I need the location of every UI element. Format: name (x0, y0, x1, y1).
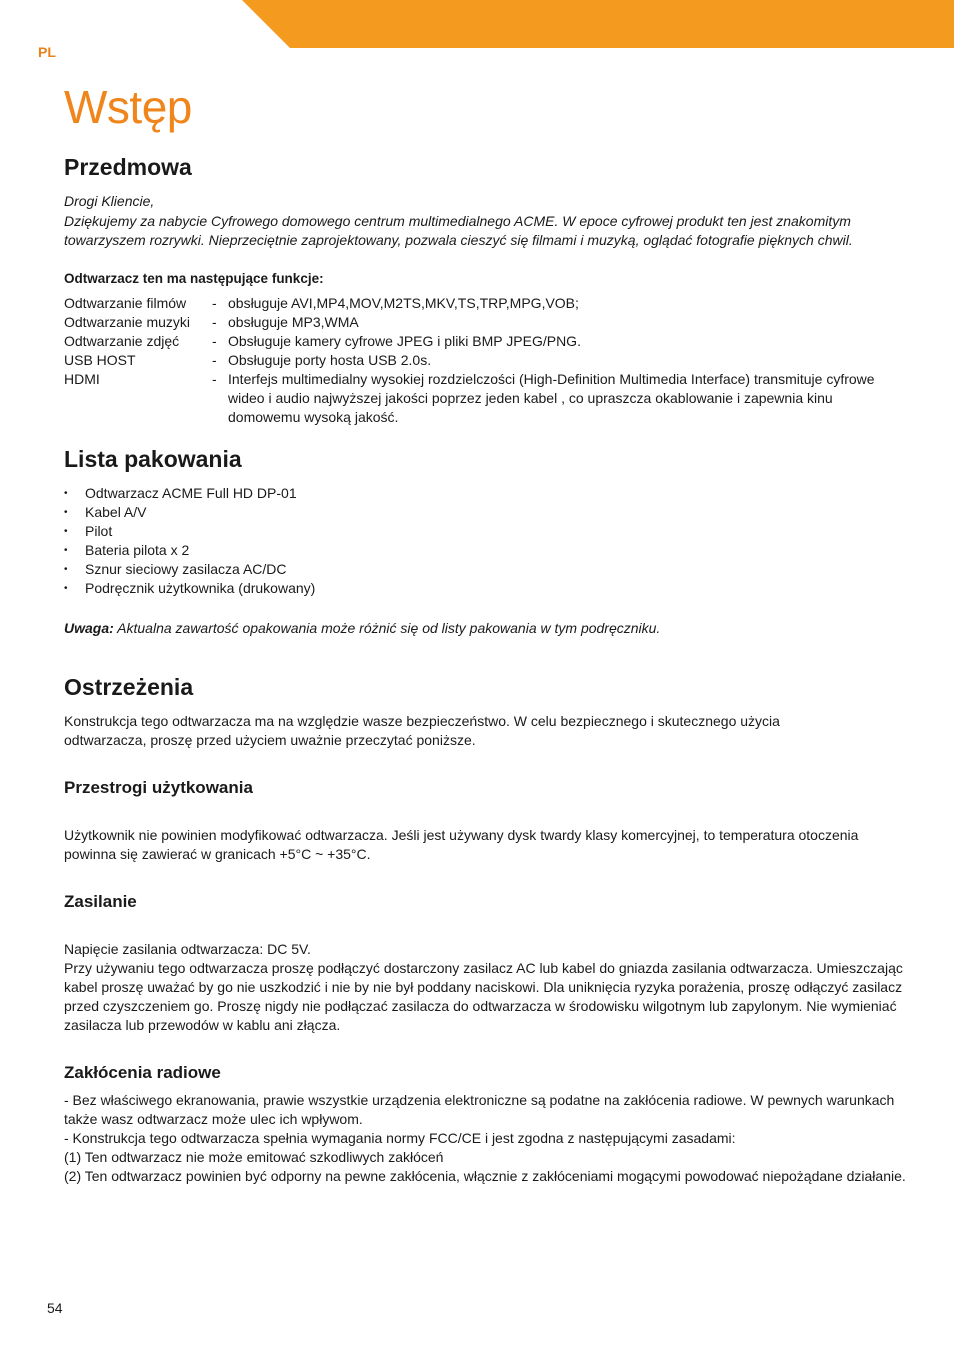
feature-row (64, 313, 906, 332)
subheading-zasilanie: Zasilanie (64, 892, 137, 911)
list-item (64, 503, 315, 522)
feature-row (64, 332, 906, 351)
list-item-label: Kabel A/V (85, 504, 147, 520)
greeting: Drogi Kliencie, (64, 193, 155, 209)
feature-row (64, 351, 906, 370)
page-title: Wstęp (64, 81, 192, 133)
zaklocenia-text (64, 1091, 906, 1186)
subheading-przestrogi: Przestrogi użytkowania (64, 778, 253, 797)
list-item (64, 579, 315, 598)
feature-dash: - (212, 352, 217, 368)
zaklocenia-line: (2) Ten odtwarzacz powinien być odporny na pewne zakłócenia, włącznie z zakłóceniami mogącymi powodować niepożądane działanie. (64, 1168, 906, 1184)
przestrogi-text: Użytkownik nie powinien modyfikować odtwarzacza. Jeśli jest używany dysk twardy klasy komercyjnej, to temperatura otoczenia powinna się zawierać w granicach +5°C ~ +35°C. (64, 827, 859, 862)
list-item (64, 522, 315, 541)
page-number: 54 (47, 1300, 63, 1316)
feature-row (64, 294, 906, 313)
feature-name: Odtwarzanie zdjęć (64, 333, 180, 349)
feature-name: Odtwarzanie filmów (64, 295, 187, 311)
subheading-zaklocenia: Zakłócenia radiowe (64, 1063, 221, 1082)
bullet-icon: • (64, 583, 68, 594)
list-item-label: Podręcznik użytkownika (drukowany) (85, 580, 316, 596)
section-heading-przedmowa: Przedmowa (64, 154, 192, 180)
section-heading-ostrzezenia: Ostrzeżenia (64, 674, 194, 700)
zasilanie-line-2: Przy używaniu tego odtwarzacza proszę podłączyć dostarczony zasilacz AC lub kabel do gniazda zasilania odtwarzacza. Umieszczając kabel proszę uważać by go nie uszkodzić i nie by nie był poddany naciskowi. Dla uniknięcia ryzyka porażenia, proszę odłączyć zasilacz przed czyszczeniem go. Proszę nigdy nie podłączać zasilacza do odtwarzacza w środowisku wilgotnym lub zapylonym. Nie wymieniać zasilacza lub przewodów w kablu ani złącza. (64, 960, 903, 1033)
feature-name: Odtwarzanie muzyki (64, 314, 191, 330)
bullet-icon: • (64, 507, 68, 518)
list-item (64, 541, 315, 560)
zaklocenia-line: (1) Ten odtwarzacz nie może emitować szkodliwych zakłóceń (64, 1149, 444, 1165)
features-table (64, 294, 906, 427)
feature-desc: Obsługuje porty hosta USB 2.0s. (228, 352, 432, 368)
bullet-icon: • (64, 526, 68, 537)
feature-desc: Interfejs multimedialny wysokiej rozdzielczości (High-Definition Multimedia Interface) transmituje cyfrowe wideo i audio najwyższej jakości poprzez jeden kabel , co upraszcza okablowanie i zapewnia kinu domowemu wysoką jakość. (228, 371, 875, 425)
header-orange-band (242, 0, 954, 48)
bullet-icon: • (64, 564, 68, 575)
list-item-label: Pilot (85, 523, 113, 539)
zaklocenia-line: - Konstrukcja tego odtwarzacza spełnia wymagania normy FCC/CE i jest zgodna z następującymi zasadami: (64, 1130, 736, 1146)
feature-row (64, 370, 906, 427)
feature-dash: - (212, 333, 217, 349)
list-item-label: Sznur sieciowy zasilacza AC/DC (85, 561, 287, 577)
warnings-intro: Konstrukcja tego odtwarzacza ma na względzie wasze bezpieczeństwo. W celu bezpiecznego i skutecznego użycia odtwarzacza, proszę przed użyciem uważnie przeczytać poniższe. (64, 713, 780, 748)
packing-list (64, 484, 315, 598)
feature-dash: - (212, 295, 217, 311)
list-item (64, 560, 315, 579)
section-heading-lista: Lista pakowania (64, 446, 242, 472)
feature-dash: - (212, 314, 217, 330)
bullet-icon: • (64, 488, 68, 499)
list-item (64, 484, 315, 503)
note-text: Aktualna zawartość opakowania może różnić się od listy pakowania w tym podręczniku. (113, 620, 661, 636)
feature-desc: obsługuje AVI,MP4,MOV,M2TS,MKV,TS,TRP,MPG,VOB; (228, 295, 579, 311)
list-item-label: Odtwarzacz ACME Full HD DP-01 (85, 485, 297, 501)
zaklocenia-line: - Bez właściwego ekranowania, prawie wszystkie urządzenia elektroniczne są podatne na zakłócenia radiowe. W pewnych warunkach także wasz odtwarzacz może ulec ich wpływom. (64, 1092, 895, 1127)
note-label: Uwaga: (64, 620, 114, 636)
list-item-label: Bateria pilota x 2 (85, 542, 190, 558)
language-label: PL (38, 44, 56, 60)
feature-name: HDMI (64, 371, 100, 387)
feature-desc: Obsługuje kamery cyfrowe JPEG i pliki BMP JPEG/PNG. (228, 333, 581, 349)
features-title: Odtwarzacz ten ma następujące funkcje: (64, 271, 324, 286)
intro-paragraph: Dziękujemy za nabycie Cyfrowego domowego centrum multimedialnego ACME. W epoce cyfrowej produkt ten jest znakomitym towarzyszem rozrywki. Nieprzeciętnie zaprojektowany, pozwala cieszyć się filmami i muzyką, oglądać fotografie pięknych chwil. (64, 213, 853, 248)
packing-note (64, 619, 660, 638)
feature-desc: obsługuje MP3,WMA (228, 314, 359, 330)
bullet-icon: • (64, 545, 68, 556)
feature-name: USB HOST (64, 352, 136, 368)
feature-dash: - (212, 371, 217, 387)
zasilanie-line-1: Napięcie zasilania odtwarzacza: DC 5V. (64, 941, 311, 957)
